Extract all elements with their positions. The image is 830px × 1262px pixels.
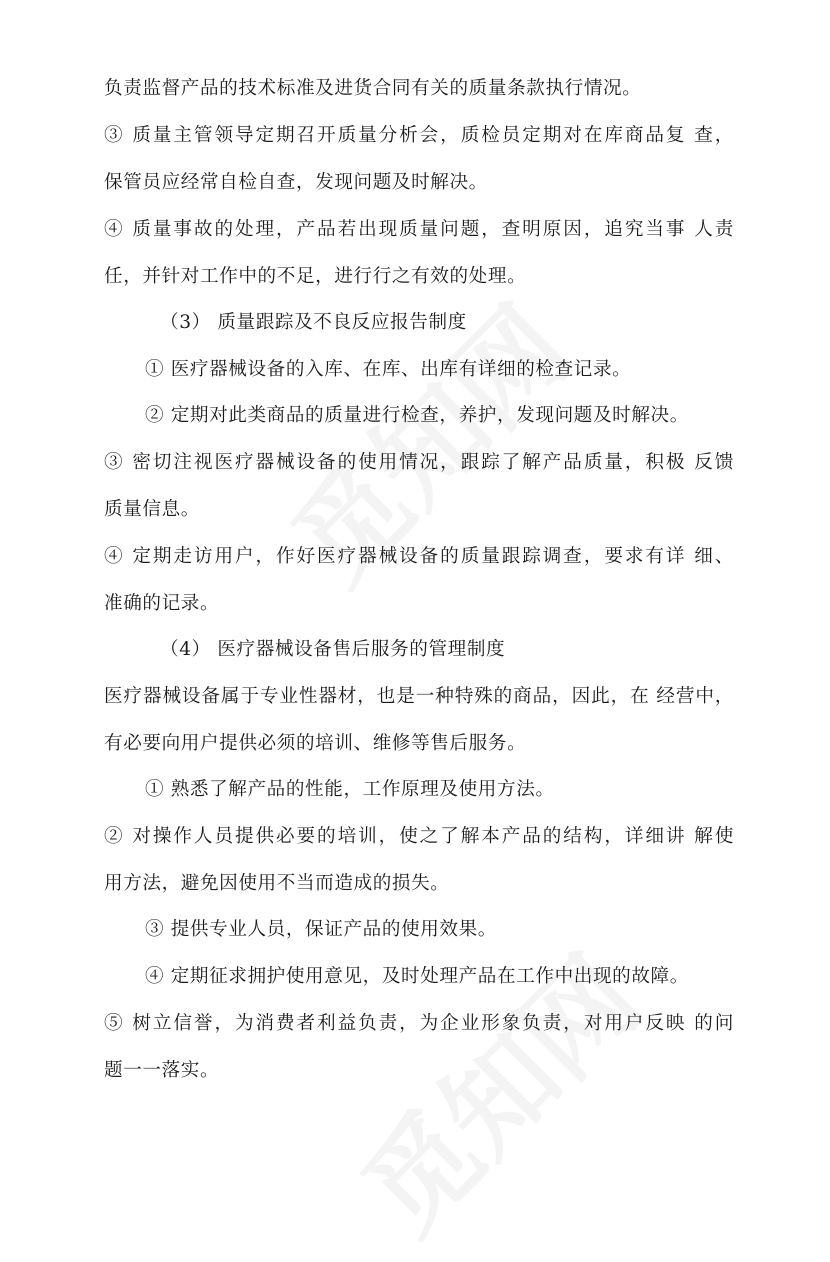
paragraph-line: ① 医疗器械设备的入库、在库、出库有详细的检查记录。 xyxy=(145,359,632,380)
paragraph-line: 保管员应经常自检自查，发现问题及时解决。 xyxy=(104,172,488,193)
paragraph-line: 用方法，避免因使用不当而造成的损失。 xyxy=(104,873,450,894)
paragraph-line: 任，并针对工作中的不足，进行行之有效的处理。 xyxy=(104,266,527,287)
section-heading: （3） 质量跟踪及不良反应报告制度 xyxy=(160,312,467,333)
paragraph-line: ④ 定期走访用户，作好医疗器械设备的质量跟踪调查，要求有详 细、 xyxy=(104,546,734,567)
paragraph-line: 医疗器械设备属于专业性器材，也是一种特殊的商品，因此，在 经营中， xyxy=(104,686,734,707)
paragraph-line: ③ 质量主管领导定期召开质量分析会，质检员定期对在库商品复 查， xyxy=(104,125,734,146)
paragraph-line: 有必要向用户提供必须的培训、维修等售后服务。 xyxy=(104,733,527,754)
paragraph-line: ④ 质量事故的处理，产品若出现质量问题，查明原因，追究当事 人责 xyxy=(104,219,734,240)
paragraph-line: ③ 提供专业人员，保证产品的使用效果。 xyxy=(145,919,497,940)
paragraph-line: ② 定期对此类商品的质量进行检查，养护，发现问题及时解决。 xyxy=(145,405,689,426)
paragraph-line: 负责监督产品的技术标准及进货合同有关的质量条款执行情况。 xyxy=(104,78,642,99)
paragraph-line: ③ 密切注视医疗器械设备的使用情况，跟踪了解产品质量，积极 反馈 xyxy=(104,452,734,473)
section-heading: （4） 医疗器械设备售后服务的管理制度 xyxy=(160,639,506,660)
paragraph-line: ① 熟悉了解产品的性能，工作原理及使用方法。 xyxy=(145,779,555,800)
paragraph-line: 题一一落实。 xyxy=(104,1060,220,1081)
paragraph-line: ④ 定期征求拥护使用意见，及时处理产品在工作中出现的故障。 xyxy=(145,966,689,987)
paragraph-line: ⑤ 树立信誉，为消费者利益负责，为企业形象负责，对用户反映 的问 xyxy=(104,1013,734,1034)
paragraph-line: ② 对操作人员提供必要的培训，使之了解本产品的结构，详细讲 解使 xyxy=(104,826,734,847)
paragraph-line: 准确的记录。 xyxy=(104,593,220,614)
paragraph-line: 质量信息。 xyxy=(104,499,200,520)
